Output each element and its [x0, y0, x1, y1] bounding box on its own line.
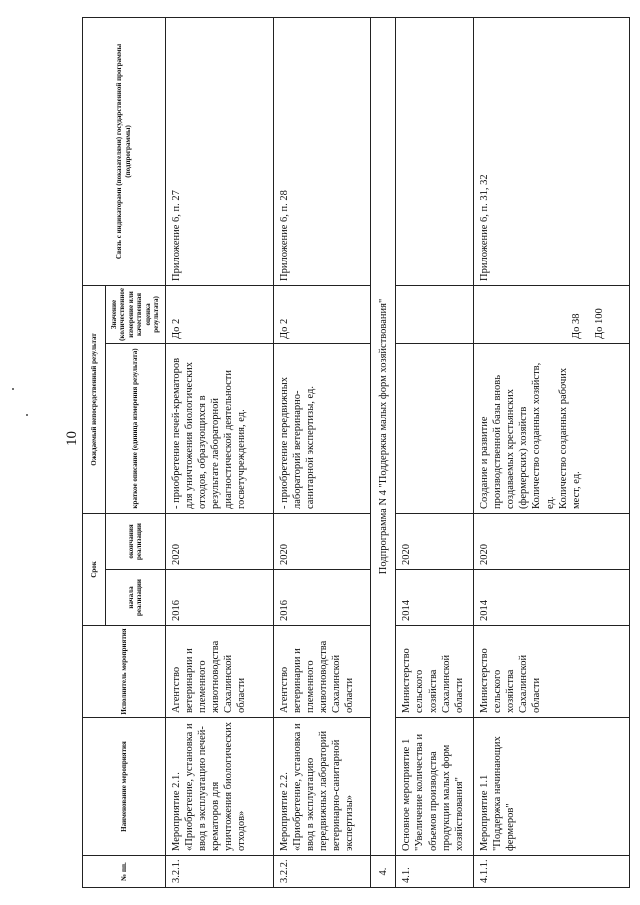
row-value — [473, 285, 629, 343]
row-link: Приложение 6, п. 31, 32 — [473, 17, 629, 285]
row-num: 4.1.1. — [473, 856, 629, 888]
table-row — [273, 17, 371, 887]
row-start: 2016 — [273, 570, 371, 626]
header-row-1 — [83, 17, 106, 887]
value-farms: До 38 — [570, 313, 582, 339]
rotated-table-wrapper — [82, 18, 630, 888]
row-link: Приложение 6, п. 28 — [273, 17, 371, 285]
row-name: Основное мероприятие 1 "Увеличение количества и объемов производства продукции малых форм хозяйствования" — [396, 718, 474, 856]
section-num: 4. — [371, 856, 396, 888]
row-link — [396, 17, 474, 285]
header-expected: Ожидаемый непосредственный результат — [83, 285, 106, 513]
table-row — [396, 17, 474, 887]
table-row — [473, 17, 629, 887]
row-start: 2014 — [396, 570, 474, 626]
row-executor: Агентство ветеринарии и племенного животноводства Сахалинской области — [273, 626, 371, 718]
row-end: 2020 — [273, 513, 371, 569]
row-value — [396, 285, 474, 343]
row-end: 2020 — [473, 513, 629, 569]
section-title: Подпрограмма N 4 "Поддержка малых форм хозяйствования" — [371, 17, 396, 855]
row-desc — [473, 343, 629, 513]
scan-speck — [26, 414, 28, 416]
row-name: Мероприятие 1.1 "Поддержка начинающих фермеров" — [473, 718, 629, 856]
scan-speck — [12, 388, 14, 390]
row-executor: Министерство сельского хозяйства Сахалинской области — [396, 626, 474, 718]
row-desc — [396, 343, 474, 513]
row-start: 2014 — [473, 570, 629, 626]
table-row — [165, 17, 273, 887]
header-link: Связь с индикаторами (показателями) государственной программы (подпрограммы) — [83, 17, 166, 285]
header-name: Наименование мероприятия — [83, 718, 166, 856]
row-end: 2020 — [165, 513, 273, 569]
row-name: Мероприятие 2.2. «Приобретение, установка и ввод в эксплуатацию передвижных лабораторий ветеринарно-санитарной экспертизы» — [273, 718, 371, 856]
header-num: № пп. — [83, 856, 166, 888]
header-term: Срок — [83, 513, 106, 625]
desc-farms: Количество созданных хозяйств, ед. — [531, 362, 556, 509]
row-name: Мероприятие 2.1. «Приобретение, установка и ввод в эксплуатацию печей-крематоров для уничтожения биологических отходов» — [165, 718, 273, 856]
value-jobs: До 100 — [594, 308, 606, 339]
row-desc: - приобретение передвижных лабораторий ветеринарно-санитарной экспертизы, ед. — [273, 343, 371, 513]
activities-table — [82, 17, 630, 888]
row-value: До 2 — [273, 285, 371, 343]
row-start: 2016 — [165, 570, 273, 626]
row-executor: Министерство сельского хозяйства Сахалинской области — [473, 626, 629, 718]
desc-jobs: Количество созданных рабочих мест, ед. — [557, 367, 582, 509]
row-num: 4.1. — [396, 856, 474, 888]
header-short-desc: краткое описание (единица измерения результата) — [105, 343, 165, 513]
row-num: 3.2.2. — [273, 856, 371, 888]
header-executor: Исполнитель мероприятия — [83, 626, 166, 718]
row-link: Приложение 6, п. 27 — [165, 17, 273, 285]
row-desc: - приобретение печей-крематоров для уничтожения биологических отходов, образующихся в результате лабораторной диагностической деятельности госветучреждения, ед. — [165, 343, 273, 513]
row-value: До 2 — [165, 285, 273, 343]
page-number: 10 — [64, 431, 80, 446]
header-value: Значение (количественное измерение или качественная оценка результата) — [105, 285, 165, 343]
header-end: окончания реализации — [105, 513, 165, 569]
row-end: 2020 — [396, 513, 474, 569]
row-executor: Агентство ветеринарии и племенного животноводства Сахалинской области — [165, 626, 273, 718]
header-start: начала реализации — [105, 570, 165, 626]
desc-base: Создание и развитие производственной базы вновь создаваемых крестьянских (фермерских) хозяйств — [478, 374, 530, 509]
row-num: 3.2.1. — [165, 856, 273, 888]
section-row — [371, 17, 396, 887]
